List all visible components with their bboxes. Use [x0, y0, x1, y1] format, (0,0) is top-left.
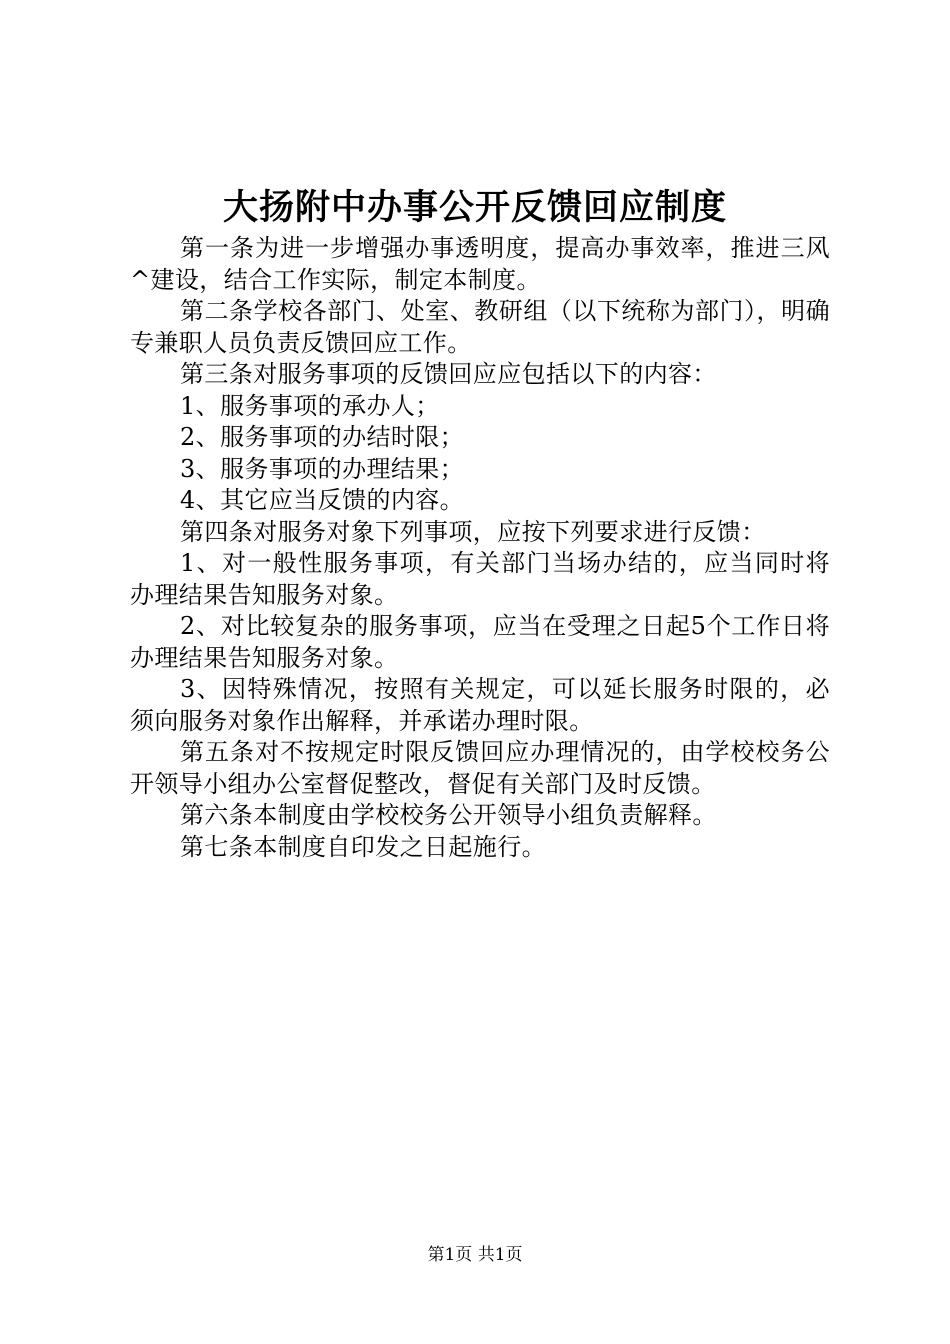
paragraph-article-1: 第一条为进一步增强办事透明度，提高办事效率，推进三风^建设，结合工作实际，制定本制度。 — [130, 234, 830, 294]
list-item-article-3-3: 3、服务事项的办理结果； — [180, 454, 465, 483]
page-footer: 第1页 共1页 — [427, 1245, 523, 1265]
paragraph-article-5: 第五条对不按规定时限反馈回应办理情况的，由学校校务公开领导小组办公室督促整改，督促有关部门及时反馈。 — [130, 738, 830, 798]
list-item-article-4-1: 1、对一般性服务事项，有关部门当场办结的，应当同时将办理结果告知服务对象。 — [130, 549, 830, 609]
paragraph-article-6: 第六条本制度由学校校务公开领导小组负责解释。 — [180, 801, 717, 829]
paragraph-article-4: 第四条对服务对象下列事项，应按下列要求进行反馈： — [180, 517, 766, 546]
paragraph-article-7: 第七条本制度自印发之日起施行。 — [180, 832, 546, 861]
list-item-article-4-2: 2、对比较复杂的服务事项，应当在受理之日起5个工作日将办理结果告知服务对象。 — [130, 612, 830, 672]
list-item-article-4-3: 3、因特殊情况，按照有关规定，可以延长服务时限的，必须向服务对象作出解释，并承诺办理时限。 — [130, 675, 830, 735]
paragraph-article-2: 第二条学校各部门、处室、教研组（以下统称为部门），明确专兼职人员负责反馈回应工作。 — [130, 297, 830, 357]
list-item-article-3-2: 2、服务事项的办结时限； — [180, 423, 465, 451]
list-item-article-3-1: 1、服务事项的承办人； — [180, 391, 440, 420]
document-body — [130, 233, 830, 863]
document-title: 大扬附中办事公开反馈回应制度 — [222, 188, 727, 228]
paragraph-article-3: 第三条对服务事项的反馈回应应包括以下的内容： — [180, 360, 717, 388]
list-item-article-3-4: 4、其它应当反馈的内容。 — [180, 486, 465, 514]
